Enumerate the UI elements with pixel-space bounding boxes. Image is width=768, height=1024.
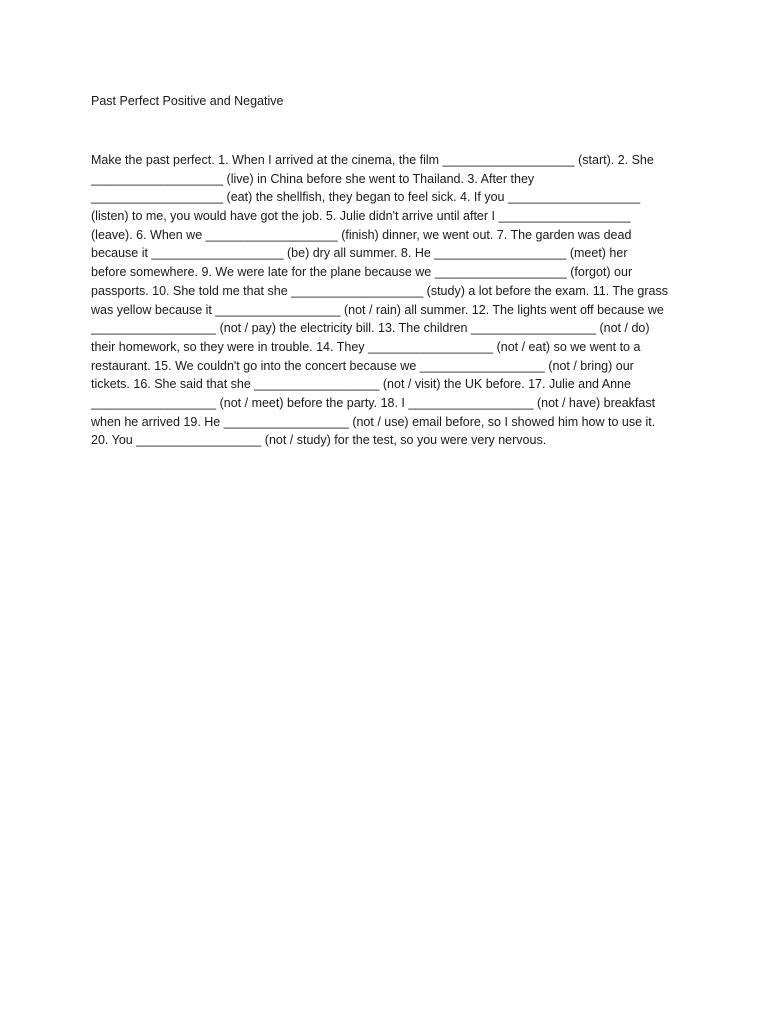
exercise-line: their homework, so they were in trouble. 14. They __________________ (not / eat) so we went to a	[91, 339, 641, 354]
exercise-line: ___________________ (live) in China before she went to Thailand. 3. After they	[91, 171, 535, 186]
exercise-line: (listen) to me, you would have got the job. 5. Julie didn't arrive until after I ___________________	[91, 209, 631, 224]
exercise-text	[91, 151, 683, 450]
exercise-line: Make the past perfect. 1. When I arrived at the cinema, the film ___________________ (start). 2. She	[91, 153, 654, 167]
exercise-line: restaurant. 15. We couldn't go into the concert because we __________________ (not / bring) our	[91, 358, 634, 373]
page-title: Past Perfect Positive and Negative	[91, 94, 284, 108]
exercise-line: when he arrived 19. He __________________ (not / use) email before, so I showed him how to use it.	[91, 414, 656, 429]
exercise-line: was yellow because it __________________ (not / rain) all summer. 12. The lights went off because we	[91, 302, 664, 317]
exercise-line: ___________________ (eat) the shellfish, they began to feel sick. 4. If you ___________________	[91, 190, 641, 205]
exercise-line: __________________ (not / meet) before the party. 18. I __________________ (not / have) breakfast	[91, 395, 656, 410]
exercise-line: tickets. 16. She said that she __________________ (not / visit) the UK before. 17. Julie and Anne	[91, 377, 631, 392]
exercise-line: before somewhere. 9. We were late for the plane because we ___________________ (forgot) our	[91, 265, 633, 280]
exercise-line: because it ___________________ (be) dry all summer. 8. He ___________________ (meet) her	[91, 246, 628, 261]
exercise-line: __________________ (not / pay) the electricity bill. 13. The children __________________ (not / do)	[91, 321, 650, 336]
exercise-line: passports. 10. She told me that she ___________________ (study) a lot before the exam. 11. The grass	[91, 283, 669, 298]
exercise-line: (leave). 6. When we ___________________ (finish) dinner, we went out. 7. The garden was dead	[91, 227, 632, 242]
exercise-line: 20. You __________________ (not / study) for the test, so you were very nervous.	[91, 433, 547, 448]
